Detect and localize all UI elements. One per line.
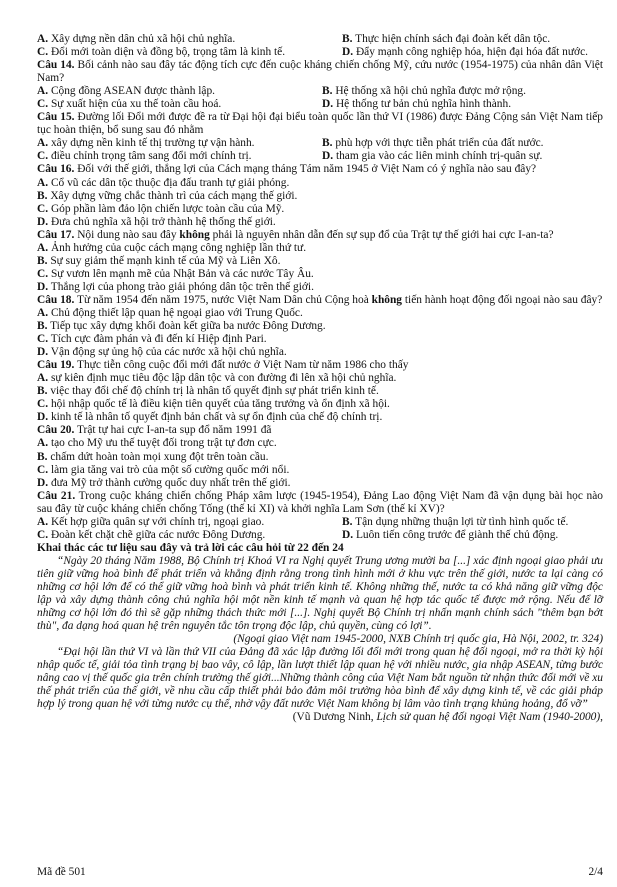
q15-option-a: A. xây dựng nền kinh tế thị trường tự vận hành. [37,137,255,150]
page-number: 2/4 [588,866,603,878]
q17-option-d: D. Thắng lợi của phong trào giải phóng dân tộc trên thế giới. [37,280,314,293]
q14-stem: Câu 14. Bối cảnh nào sau đây tác động tích cực đến cuộc kháng chiến chống Mỹ, cứu nước (1954-1975) của nhân dân Việt Nam? [37,59,604,85]
q20-stem: Câu 20. Trật tự hai cực I-an-ta sụp đổ năm 1991 đã [37,424,272,437]
q19-option-a: A. sự kiên định mục tiêu độc lập dân tộc và con đường đi lên xã hội chủ nghĩa. [37,372,397,385]
q19-option-b: B. việc thay đổi chế độ chính trị là nhân tố quyết định sự phát triển kinh tế. [37,385,379,398]
q20-option-c: C. làm gia tăng vai trò của một số cường quốc mới nổi. [37,463,290,476]
q14-option-c: C. Sự xuất hiện của xu thế toàn cầu hoá. [37,98,222,111]
q14-options-row2 [37,98,603,111]
q17-option-a: A. Ảnh hưởng của cuộc cách mạng công nghiệp lần thứ tư. [37,241,307,254]
q18-option-c: C. Tích cực đàm phán và đi đến kí Hiệp định Pari. [37,333,267,346]
q13-option-b: B. Thực hiện chính sách đại đoàn kết dân tộc. [342,33,551,45]
q21-option-a: A. Kết hợp giữa quân sự với chính trị, ngoại giao. [37,515,265,528]
q15-option-d: D. tham gia vào các liên minh chính trị-quân sự. [322,150,543,163]
q14-option-a: A. Cộng đồng ASEAN được thành lập. [37,85,215,98]
q18-option-d: D. Vận động sự ủng hộ của các nước xã hội chủ nghĩa. [37,346,287,359]
passage-intro: Khai thác các tư liệu sau đây và trả lời các câu hỏi từ 22 đến 24 [37,541,344,554]
q14-options-row1 [37,85,603,98]
q19-stem: Câu 19. Thực tiễn công cuộc đổi mới đất nước ở Việt Nam từ năm 1986 cho thấy [37,359,409,372]
passage-source-2-title: Lịch sử quan hệ đối ngoại Việt Nam (1940-2000) [376,711,601,724]
q17-option-b: B. Sự suy giảm thế mạnh kinh tế của Mỹ và Liên Xô. [37,254,281,267]
q17-option-c: C. Sự vươn lên mạnh mẽ của Nhật Bản và các nước Tây Âu. [37,267,314,280]
q21-option-d: D. Luôn tiến công trước để giành thế chủ động. [342,528,559,541]
q20-option-b: B. chấm dứt hoàn toàn mọi xung đột trên toàn cầu. [37,450,269,463]
q18-option-b: B. Tiếp tục xây dựng khối đoàn kết giữa ba nước Đông Dương. [37,320,326,333]
q20-option-d: D. đưa Mỹ trở thành cường quốc duy nhất trên thế giới. [37,476,291,489]
q13-option-a: A. Xây dựng nền dân chủ xã hội chủ nghĩa. [37,33,236,45]
q16-option-a: A. Cổ vũ các dân tộc thuộc địa đấu tranh tự giải phóng. [37,176,290,189]
q18-option-a: A. Chủ động thiết lập quan hệ ngoại giao với Trung Quốc. [37,306,303,319]
passage-quote-2: “Đại hội lần thứ VI và lần thứ VII của Đảng đã xác lập đường lối đổi mới trong quan hệ đối ngoại, mở ra thời kỳ hội nhập quốc tế, giải tỏa tình trạng bị bao vây, cô lập, lần lượt thiết lập quan hệ với nhiều nước, gia nhập ASEAN, từng bước nâng cao vị thế quốc gia trên chính trường thế giới...Những thành công của Việt Nam bắt nguồn từ nhận thức đổi mới về xu thế phát triển của thế giới, về nhu cầu cấp thiết phải bảo đảm môi trường hòa bình để xây dựng kinh tế, về các giải pháp hợp lý trong quan hệ với từng nước cụ thể, nhờ vậy đất nước Việt Nam không bị lâm vào tình trạng khủng hoảng, đổ vỡ” [37,646,603,711]
q15-options-row2 [37,150,603,163]
q21-option-b: B. Tận dụng những thuận lợi từ tình hình quốc tế. [342,515,569,528]
q19-option-c: C. hội nhập quốc tế là điều kiện tiên quyết của tăng trưởng và ổn định xã hội. [37,398,390,411]
passage-quote-1: “Ngày 20 tháng Năm 1988, Bộ Chính trị Khoá VI ra Nghị quyết Trung ương mười ba [...] xác định ngoại giao phải ưu tiên giữ vững hoà bình để phát triển và khẳng định rằng trong tình hình mới ở khu vực trên thế giới, nước ta lại càng có những cơ hội lớn để có thể giữ vững hoà bình và phát triển kinh tế. Không những thế, nước ta có khả năng giữ vững độc lập và xây dựng thành công chủ nghĩa hội một nền kinh tế mạnh và quan hệ hợp tác quốc tế được mở rộng. Nếu để lỡ những cơ hội lớn đó thì sẽ gặp những thách thức mới [...]. Nghị quyết Bộ Chính trị nhấn mạnh chính sách "thêm bạn bớt thù", đa dạng hoá quan hệ trên nguyên tắc tôn trọng độc lập, chủ quyền, cùng có lợi”. [37,554,603,633]
passage-source-1: (Ngoại giao Việt nam 1945-2000, NXB Chính trị quốc gia, Hà Nội, 2002, tr. 324) [233,633,603,646]
q20-option-a: A. tạo cho Mỹ ưu thế tuyệt đối trong trật tự đơn cực. [37,437,277,450]
page-footer [37,866,603,878]
q21-stem: Câu 21. Trong cuộc kháng chiến chống Pháp xâm lược (1945-1954), Đảng Lao động Việt Nam đã vận dụng bài học nào sau đây từ cuộc kháng chiến chống Tống (thế kỉ XI) và khởi nghĩa Lam Sơn (thế kỉ XV)? [37,489,604,515]
q13-options-row2 [37,46,603,59]
q17-emphasis: không [179,228,210,241]
q16-option-b: B. Xây dựng vững chắc thành trì của cách mạng thế giới. [37,189,298,202]
exam-page [37,33,603,724]
q14-option-b: B. Hệ thống xã hội chủ nghĩa được mở rộng. [322,85,526,98]
q18-emphasis: không [371,293,403,306]
q15-option-b: B. phù hợp với thực tiễn phát triển của đất nước. [322,137,544,150]
q21-options-row1 [37,516,603,529]
q13-option-c: C. Đổi mới toàn diện và đồng bộ, trọng tâm là kinh tế. [37,46,286,59]
q16-stem: Câu 16. Đối với thế giới, thắng lợi của Cách mạng tháng Tám năm 1945 ở Việt Nam có ý nghĩa nào sau đây? [37,163,537,176]
q17-stem: Câu 17. Nội dung nào sau đây không phải là nguyên nhân dẫn đến sự sụp đổ của Trật tự thế giới hai cực I-an-ta? [37,228,554,241]
q14-option-d: D. Hệ thống tư bản chủ nghĩa hình thành. [322,98,512,111]
q15-option-c: C. điều chỉnh trọng tâm sang đổi mới chính trị. [37,150,252,163]
q21-option-c: C. Đoàn kết chặt chẽ giữa các nước Đông Dương. [37,528,266,541]
q18-stem: Câu 18. Từ năm 1954 đến năm 1975, nước Việt Nam Dân chủ Cộng hoà không tiến hành hoạt động đối ngoại nào sau đây? [37,293,603,306]
q16-option-d: D. Đưa chủ nghĩa xã hội trở thành hệ thống thế giới. [37,215,276,228]
q15-options-row1 [37,137,603,150]
q13-options-row1 [37,33,603,46]
exam-code: Mã đề 501 [37,866,86,878]
q21-options-row2 [37,529,603,542]
q19-option-d: D. kinh tế là nhân tố quyết định bản chất và sự ổn định của chế độ chính trị. [37,411,383,424]
q16-option-c: C. Góp phần làm đảo lộn chiến lược toàn cầu của Mỹ. [37,202,285,215]
q13-option-d: D. Đẩy mạnh công nghiệp hóa, hiện đại hóa đất nước. [342,46,588,59]
passage-source-2: (Vũ Dương Ninh, Lịch sử quan hệ đối ngoại Việt Nam (1940-2000), [292,711,603,724]
q15-stem: Câu 15. Đường lối Đổi mới được đề ra từ Đại hội đại biểu toàn quốc lần thứ VI (1986) được Đảng Cộng sản Việt Nam tiếp tục hoàn thiện, bổ sung sau đó nhằm [37,111,604,137]
